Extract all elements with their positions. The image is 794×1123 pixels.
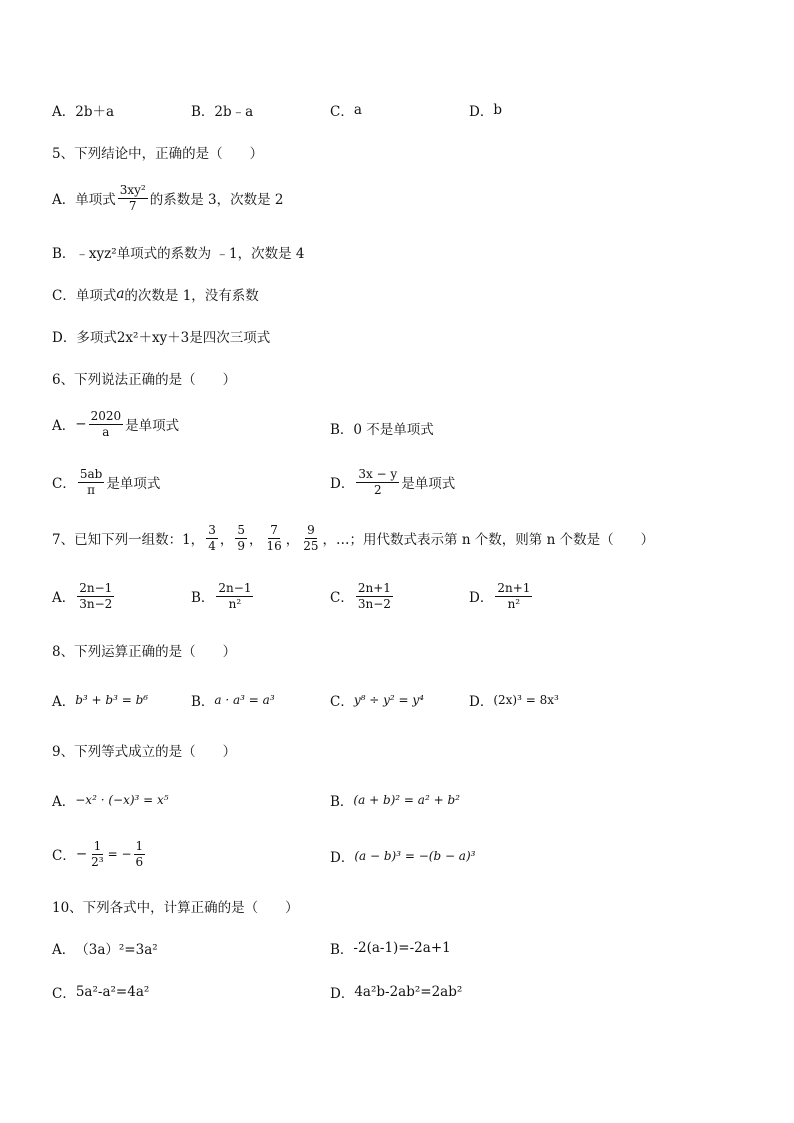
q5-option-d (52, 326, 270, 346)
option-expr: (a − b)³ = −(b − a)³ (354, 849, 476, 863)
numerator: 2n+1 (497, 581, 531, 595)
option-label: B． (330, 422, 354, 438)
denominator: π (87, 482, 96, 497)
option-label: B． (330, 794, 354, 810)
q7-option-b (191, 582, 255, 610)
numerator: 5ab (79, 467, 103, 481)
option-label: B． (52, 246, 76, 262)
q9-option-a (52, 790, 169, 810)
q6-stem: 6、下列说法正确的是（ ） (52, 372, 237, 388)
denominator: n² (507, 596, 521, 611)
option-label: A． (52, 192, 76, 209)
option-expr: y⁸ ÷ y² = y⁴ (353, 693, 424, 707)
variable: a (116, 286, 125, 302)
q4-option-a (52, 100, 114, 120)
option-text-pre: 多项式 (76, 330, 117, 346)
option-text: 0 不是单项式 (353, 422, 434, 438)
option-expr: -2(a-1)=-2a+1 (353, 940, 451, 956)
option-label: C． (52, 288, 76, 304)
equals: = − (107, 847, 132, 862)
q5-option-b (52, 242, 304, 262)
q6-option-c (52, 468, 160, 496)
option-expr: 4a²b-2ab²=2ab² (354, 984, 463, 1000)
option-label: C． (52, 476, 76, 493)
denominator: 3n−2 (357, 596, 391, 611)
denominator: 4 (208, 538, 216, 553)
q9-option-b (330, 790, 460, 810)
numerator: 1 (135, 839, 144, 853)
stem-pre: 7、已知下列一组数：1， (52, 532, 205, 549)
option-text-post: 的次数是 1，没有系数 (124, 288, 259, 304)
denominator: 2 (373, 482, 382, 497)
q4-option-c (330, 100, 362, 120)
q7-option-d (469, 582, 534, 610)
q9-option-c (52, 840, 147, 868)
denominator: n² (228, 596, 242, 611)
numerator: 3xy² (119, 183, 146, 197)
q9-option-d (330, 846, 475, 866)
option-expr: ﹣xyz² (75, 246, 117, 262)
denominator: 7 (128, 198, 137, 213)
denominator: 25 (303, 538, 319, 553)
option-expr: 2x²＋xy＋3 (116, 330, 190, 346)
option-label: B． (191, 590, 215, 607)
q5-option-a (52, 184, 284, 212)
option-label: D． (469, 694, 494, 710)
fraction (134, 840, 146, 868)
q4-option-b (191, 100, 253, 120)
numerator: 2n−1 (218, 581, 252, 595)
option-label: B． (191, 694, 215, 710)
sequence-term (206, 524, 218, 552)
fraction (77, 582, 114, 610)
option-label: D． (469, 590, 494, 607)
option-label: C． (330, 694, 354, 710)
q6-option-d (330, 468, 455, 496)
option-text-post: 是单项式 (106, 476, 161, 493)
fraction (356, 468, 399, 496)
denominator: 3n−2 (79, 596, 113, 611)
denominator: 16 (266, 538, 282, 553)
numerator: 2n−1 (79, 581, 113, 595)
option-label: A． (52, 590, 76, 607)
fraction (89, 410, 124, 438)
fraction (78, 468, 104, 496)
q8-stem: 8、下列运算正确的是（ ） (52, 644, 237, 660)
stem-post: ，…；用代数式表示第 n 个数，则第 n 个数是（ ） (322, 532, 655, 549)
option-label: D． (330, 850, 355, 866)
option-expr: −x² · (−x)³ = x⁵ (75, 793, 169, 807)
fraction (118, 184, 148, 212)
option-text-post: 是单项式 (401, 476, 456, 493)
q4-option-d (469, 100, 502, 120)
q6-option-b (330, 418, 434, 438)
option-label: D． (52, 330, 77, 346)
option-text-pre: 单项式 (75, 192, 116, 209)
option-label: A． (52, 418, 76, 435)
option-expr: （3a）²=3a² (75, 942, 158, 958)
numerator: 3 (208, 523, 216, 537)
q8-option-a (52, 690, 148, 710)
fraction (89, 840, 105, 868)
option-expr: (2x)³ = 8x³ (493, 693, 559, 707)
q7-option-c (330, 582, 395, 610)
denominator: 9 (237, 538, 245, 553)
option-label: A． (52, 794, 76, 810)
q10-option-d (330, 982, 462, 1002)
q8-option-c (330, 690, 424, 710)
fraction (216, 582, 253, 610)
q5-stem: 5、下列结论中，正确的是（ ） (52, 146, 264, 162)
denominator: a (102, 424, 110, 439)
sequence-term (264, 524, 283, 552)
q5-option-c (52, 284, 259, 304)
option-label: B． (191, 104, 215, 120)
q8-option-d (469, 690, 559, 710)
option-expr: 5a²-a²=4a² (75, 984, 150, 1000)
numerator: 2n+1 (357, 581, 391, 595)
sequence-term (301, 524, 320, 552)
numerator: 5 (237, 523, 245, 537)
fraction (495, 582, 532, 610)
option-label: D． (330, 476, 355, 493)
option-text: 2b﹣a (214, 104, 254, 120)
numerator: 2020 (90, 409, 122, 423)
option-label: B． (330, 942, 354, 958)
option-text: 2b＋a (75, 104, 115, 120)
numerator: 3x − y (358, 467, 398, 481)
option-label: A． (52, 104, 76, 120)
option-label: A． (52, 942, 76, 958)
option-text-pre: 单项式 (75, 288, 117, 304)
minus-sign: − (75, 846, 88, 863)
option-text: a (353, 102, 362, 118)
option-text-post: 的系数是 3，次数是 2 (149, 192, 284, 209)
fraction (356, 582, 393, 610)
option-label: D． (469, 104, 494, 120)
option-text: b (493, 102, 502, 118)
option-label: C． (330, 590, 354, 607)
option-label: D． (330, 986, 355, 1002)
option-label: C． (330, 104, 354, 120)
numerator: 9 (307, 523, 315, 537)
sequence-term (235, 524, 247, 552)
option-label: C． (52, 848, 76, 865)
option-label: C． (52, 986, 76, 1002)
numerator: 1 (93, 839, 102, 853)
q8-option-b (191, 690, 275, 710)
option-expr: a · a³ = a³ (214, 693, 275, 707)
option-text-post: 单项式的系数为 ﹣1，次数是 4 (116, 246, 305, 262)
q10-option-b (330, 938, 451, 958)
option-label: A． (52, 694, 76, 710)
q7-option-a (52, 582, 116, 610)
minus-sign: − (75, 416, 87, 433)
option-expr: (a + b)² = a² + b² (353, 793, 460, 807)
numerator: 7 (270, 523, 278, 537)
q10-option-c (52, 982, 149, 1002)
q10-option-a (52, 938, 158, 958)
option-expr: b³ + b³ = b⁶ (75, 693, 149, 707)
denominator: 2³ (91, 854, 104, 869)
option-text-post: 是四次三项式 (189, 330, 271, 346)
q10-stem: 10、下列各式中，计算正确的是（ ） (52, 900, 299, 916)
q6-option-a (52, 410, 179, 438)
q7-stem: 7、已知下列一组数：1， $\frac{3}{4}$ ， $\frac{5}{9}$ ， $\frac{7}{16}$ ， $\frac{9}{25}$ ，…；用代数式表示第 n 个数，则第 n 个数是（ ） (52, 523, 655, 553)
q9-stem: 9、下列等式成立的是（ ） (52, 744, 237, 760)
denominator: 6 (135, 854, 144, 869)
option-text-post: 是单项式 (125, 418, 180, 435)
